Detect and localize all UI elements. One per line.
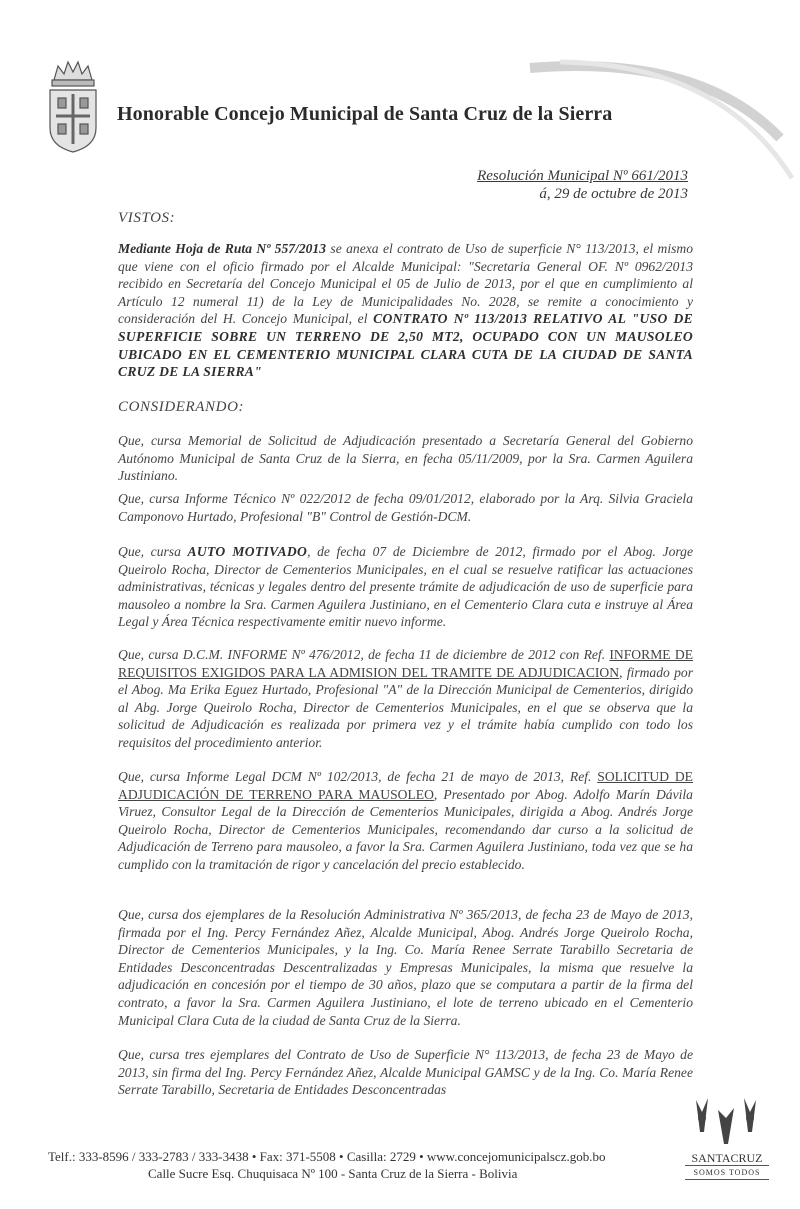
logo-slogan: SOMOS TODOS xyxy=(685,1165,769,1180)
considerando-paragraph-2: Que, cursa Informe Técnico Nº 022/2012 de fecha 09/01/2012, elaborado por la Arq. Silvia Graciela Camponovo Hurtado, Profesional "B" Control de Gestión-DCM. xyxy=(118,491,693,524)
organization-title: Honorable Concejo Municipal de Santa Cruz de la Sierra xyxy=(117,103,613,125)
vistos-heading: VISTOS: xyxy=(118,210,176,226)
resolution-date: á, 29 de octubre de 2013 xyxy=(539,186,688,202)
vistos-paragraph: Mediante Hoja de Ruta Nº 557/2013 se anexa el contrato de Uso de superficie N° 113/2013, el mismo que viene con el oficio firmado por el Alcalde Municipal: "Secretaria General OF. Nº 0962/2013 recibido en Secretaría del Concejo Municipal el 05 de Julio de 2013, por el que en cumplimiento al Artículo 12 numeral 11) de la Ley de Municipalidades No. 2028, se remite a conocimiento y consideración del H. Concejo Municipal, el CONTRATO Nº 113/2013 RELATIVO AL "USO DE SUPERFICIE SOBRE UN TERRENO DE 2,50 MT2, OCUPADO CON UN MAUSOLEO UBICADO EN EL CEMENTERIO MUNICIPAL CLARA CUTA DE LA CIUDAD DE SANTA CRUZ DE LA SIERRA" xyxy=(118,241,694,380)
footer-address: Calle Sucre Esq. Chuquisaca Nº 100 - Santa Cruz de la Sierra - Bolivia xyxy=(148,1166,518,1181)
considerando-paragraph-5: Que, cursa Informe Legal DCM Nº 102/2013, de fecha 21 de mayo de 2013, Ref. SOLICITUD DE ADJUDICACIÓN DE TERRENO PARA MAUSOLEO, Presentado por Abog. Adolfo Marín Dávila Viruez, Consultor Legal de la Dirección de Cementerios Municipales, dirigida a Abog. Andrés Jorge Queirolo Rocha, Director de Cementerios Municipales, recomendando dar curso a la solicitud de Adjudicación de Terreno para mausoleo, a favor la Sra. Carmen Aguilera Justiniano, toda vez que se ha cumplido con la tramitación de rigor y cancelación del precio establecido. xyxy=(118,769,693,872)
considerando-paragraph-4: Que, cursa D.C.M. INFORME Nº 476/2012, de fecha 11 de diciembre de 2012 con Ref. INFORME DE REQUISITOS EXIGIDOS PARA LA ADMISION DEL TRAMITE DE ADJUDICACION, firmado por el Abog. Ma Erika Eguez Hurtado, Profesional "A" de la Dirección Municipal de Cementerios, dirigido al Abg. Jorge Queirolo Rocha, Director de Cementerios Municipales, en el que se observa que la solicitud de Adjudicación es realizada por primera vez y el trámite había cumplido con todo los requisitos del procedimiento anterior. xyxy=(118,647,693,750)
decorative-swoosh xyxy=(520,48,800,188)
footer xyxy=(48,1148,605,1182)
vistos-ref: Mediante Hoja de Ruta Nº 557/2013 xyxy=(118,241,327,256)
coat-of-arms-icon xyxy=(44,58,102,154)
contract-title: CONTRATO Nº 113/2013 RELATIVO AL "USO DE SUPERFICIE SOBRE UN TERRENO DE 2,50 MT2, OCUPADO CON UN MAUSOLEO UBICADO EN EL CEMENTERIO MUNICIPAL CLARA CUTA DE LA CIUDAD DE SANTA CRUZ DE LA SIERRA" xyxy=(118,311,693,380)
logo-name: SANTACRUZ xyxy=(691,1151,763,1165)
considerando-heading: CONSIDERANDO: xyxy=(118,399,245,415)
considerando-paragraph-1: Que, cursa Memorial de Solicitud de Adjudicación presentado a Secretaría General del Gobierno Autónomo Municipal de Santa Cruz de la Sierra, en fecha 05/11/2009, por la Sra. Carmen Aguilera Justiniano. xyxy=(118,433,693,484)
logo-text xyxy=(685,1152,769,1180)
resolution-number: Resolución Municipal Nº 661/2013 xyxy=(477,168,688,184)
footer-contact: Telf.: 333-8596 / 333-2783 / 333-3438 • Fax: 371-5508 • Casilla: 2729 • www.concejomunicipalscz.gob.bo xyxy=(48,1149,606,1164)
considerando-paragraph-7: Que, cursa tres ejemplares del Contrato de Uso de Superficie N° 113/2013, de fecha 23 de Mayo de 2013, sin firma del Ing. Percy Fernández Añez, Alcalde Municipal GAMSC y de la Ing. Co. María Renee Serrate Tarabillo, Secretaria de Entidades Desconcentradas xyxy=(118,1047,693,1098)
considerando-paragraph-3: Que, cursa AUTO MOTIVADO, de fecha 07 de Diciembre de 2012, firmado por el Abog. Jorge Queirolo Rocha, Director de Cementerios Municipales, en el cual se resuelve ratificar las actuaciones administrativas, técnicas y legales dentro del presente trámite de adjudicación de uso de superficie para mausoleo a nombre la Sra. Carmen Aguilera Justiniano, en el Cementerio Clara cuta e instruye al Área Legal y Área Técnica respectivamente emitir nuevo informe. xyxy=(118,544,693,630)
considerando-paragraph-6: Que, cursa dos ejemplares de la Resolución Administrativa Nº 365/2013, de fecha 23 de Mayo de 2013, firmada por el Ing. Percy Fernández Añez, Alcalde Municipal, Abog. Andrés Jorge Queirolo Rocha, Director de Cementerios Municipales, y la Ing. Co. María Renee Serrate Tarabillo Secretaria de Entidades Desconcentradas Descentralizadas y Empresas Municipales, la misma que resuelve la adjudicación en concesión por el tiempo de 30 años, plazo que se computara a partir de la firma del contrato, a favor la Sra. Carmen Aguilera Justiniano, el lote de terreno ubicado en el Cementerio Municipal Clara Cuta de la ciudad de Santa Cruz de la Sierra. xyxy=(118,907,693,1028)
